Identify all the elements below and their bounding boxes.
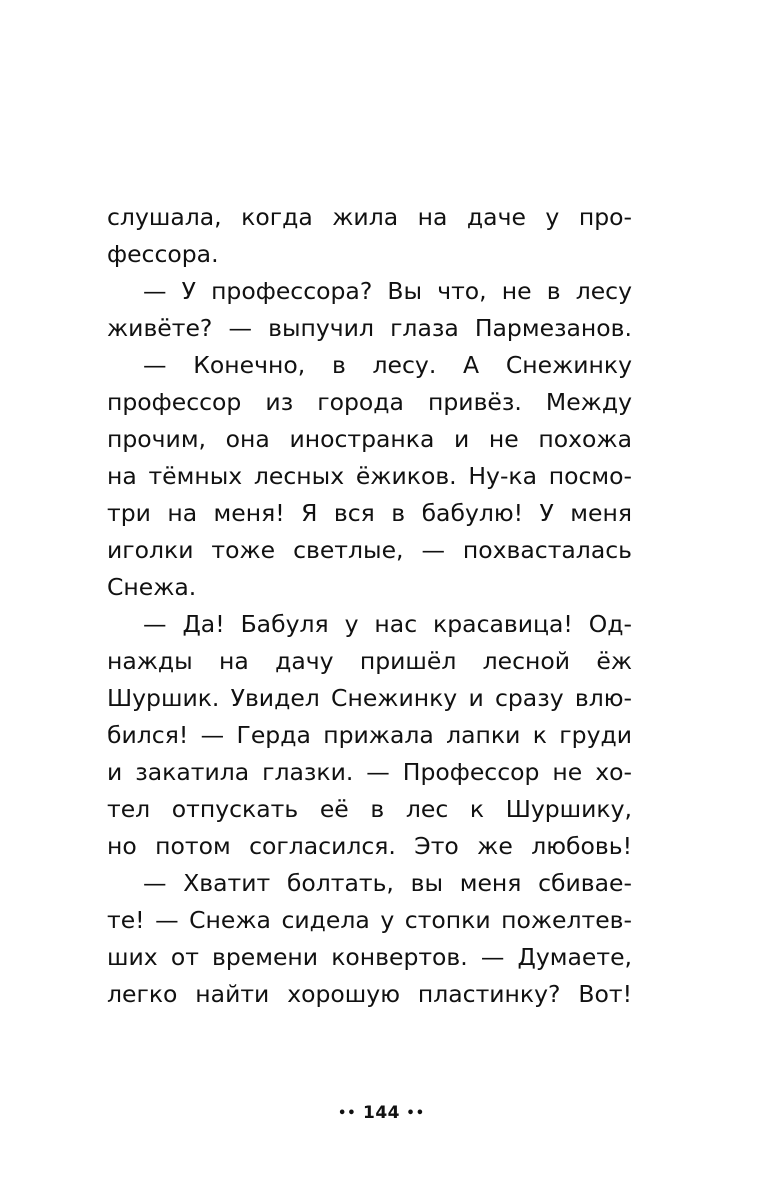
text-line: но потом согласился. Это же любовь! (107, 832, 632, 860)
page-number-footer (0, 1103, 763, 1123)
text-line: фессора. (107, 240, 219, 268)
text-line: слушала, когда жила на даче у про- (107, 203, 632, 231)
text-line: — У профессора? Вы что, не в лесу (143, 277, 632, 305)
text-line: легко найти хорошую пластинку? Вот! (107, 980, 632, 1008)
text-line: прочим, она иностранка и не похожа (107, 425, 632, 453)
text-line: профессор из города привёз. Между (107, 388, 632, 416)
text-line: на тёмных лесных ёжиков. Ну-ка посмо- (107, 462, 632, 490)
text-line: живёте? — выпучил глаза Пармезанов. (107, 314, 632, 342)
left-dots-ornament: •• (337, 1106, 357, 1121)
text-line: иголки тоже светлые, — похвасталась (107, 536, 632, 564)
text-line: и закатила глазки. — Профессор не хо- (107, 758, 632, 786)
text-line: — Да! Бабуля у нас красавица! Од- (143, 610, 632, 638)
text-line: тел отпускать её в лес к Шуршику, (107, 795, 632, 823)
text-line: три на меня! Я вся в бабулю! У меня (107, 499, 632, 527)
text-line: Снежа. (107, 573, 197, 601)
text-line: — Конечно, в лесу. А Снежинку (143, 351, 632, 379)
page-number: 144 (363, 1103, 400, 1123)
text-line: те! — Снежа сидела у стопки пожелтев- (107, 906, 632, 934)
text-line: ших от времени конвертов. — Думаете, (107, 943, 632, 971)
text-line: бился! — Герда прижала лапки к груди (107, 721, 632, 749)
text-line: Шуршик. Увидел Снежинку и сразу влю- (107, 684, 632, 712)
right-dots-ornament: •• (406, 1106, 426, 1121)
body-text (107, 199, 632, 1013)
text-line: — Хватит болтать, вы меня сбивае- (143, 869, 632, 897)
text-line: нажды на дачу пришёл лесной ёж (107, 647, 632, 675)
